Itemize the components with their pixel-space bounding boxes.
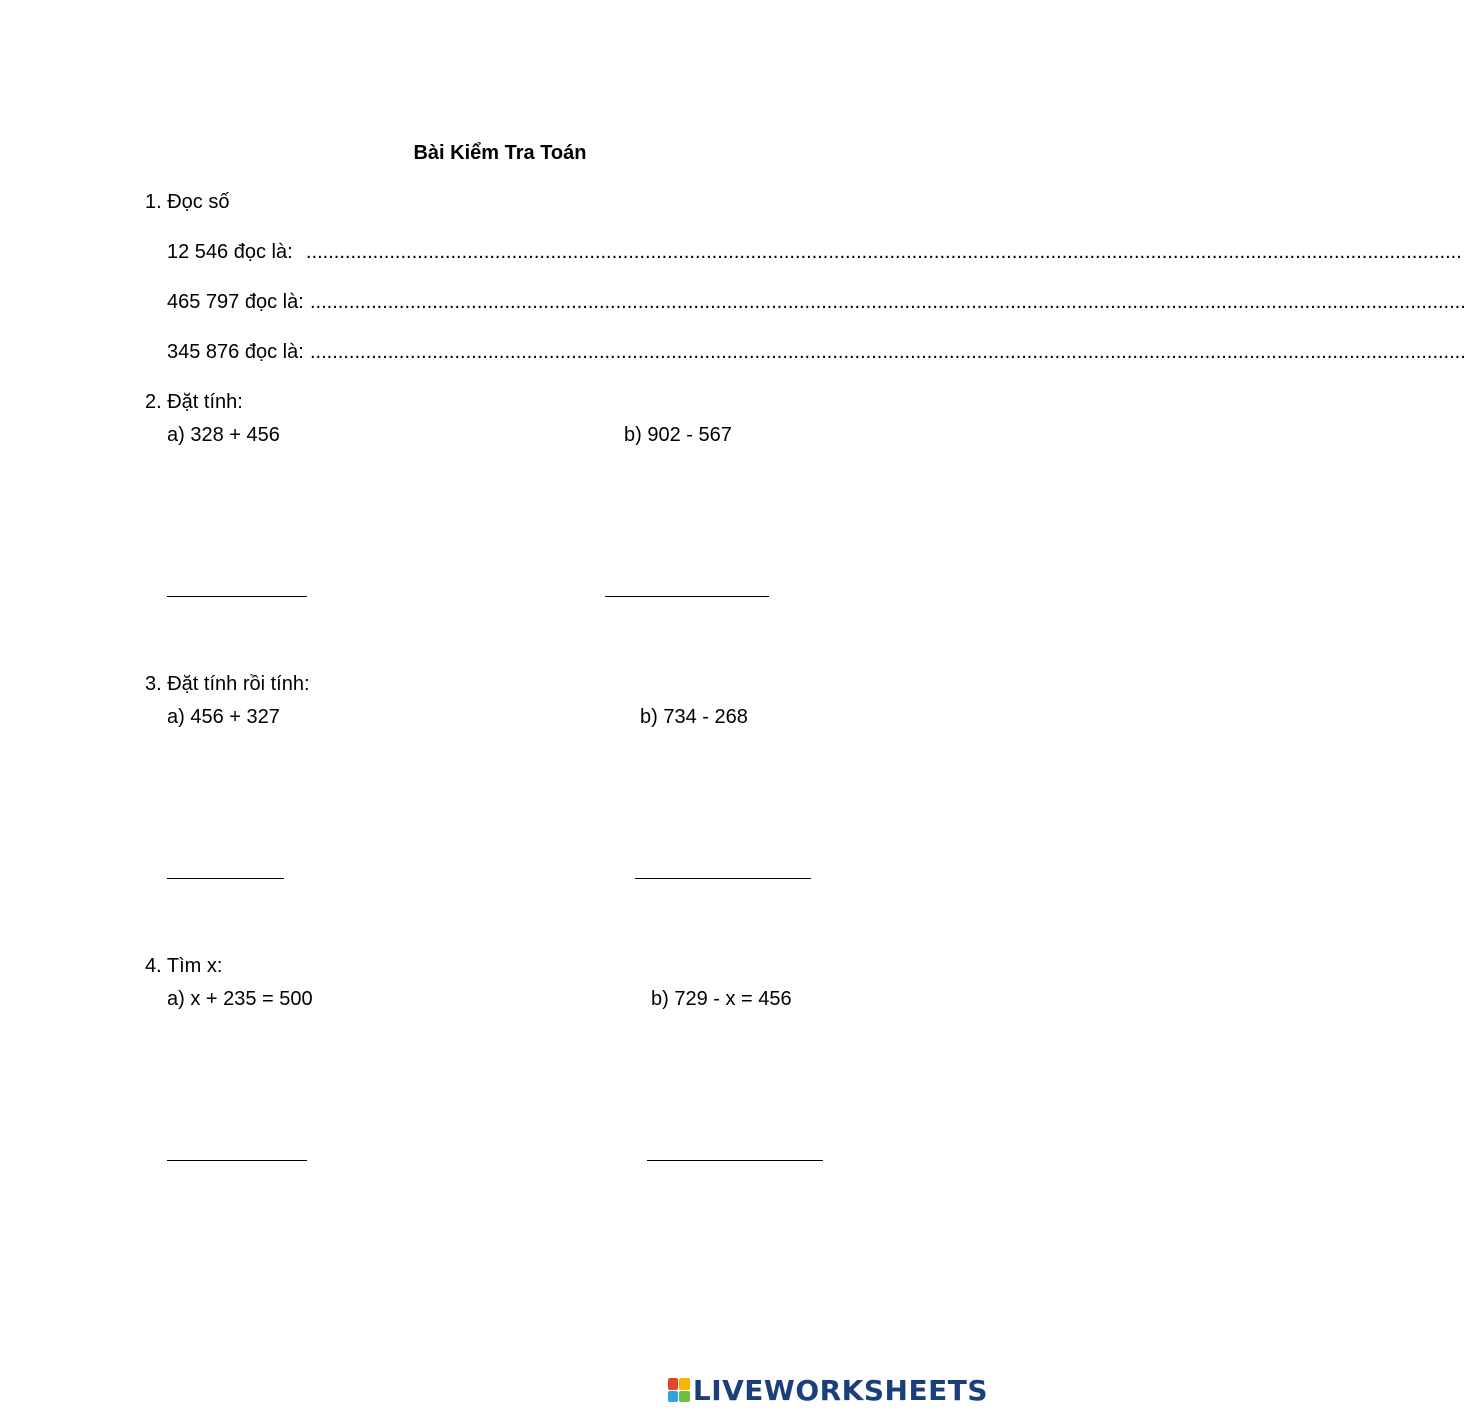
section-2-problem-b: b) 902 - 567 [624,424,732,446]
liveworksheets-logo [668,1375,988,1405]
section-3-answer-line-b[interactable] [635,878,811,879]
section-2-answer-line-b[interactable] [605,596,769,597]
reading-label-2: 465 797 đọc là: [167,291,304,313]
logo-square-4 [679,1391,690,1403]
section-3-problem-b: b) 734 - 268 [640,706,748,728]
section-4-problem-a: a) x + 235 = 500 [167,988,313,1010]
reading-label-3: 345 876 đọc là: [167,341,304,363]
answer-dots-3[interactable]: ................................................................................................................................................................................................................ [310,341,1466,363]
section-2-heading: 2. Đặt tính: [145,391,243,413]
section-2-problem-a: a) 328 + 456 [167,424,280,446]
page-title: Bài Kiểm Tra Toán [413,142,587,164]
section-3-problem-a: a) 456 + 327 [167,706,280,728]
logo-square-1 [668,1378,679,1390]
logo-square-3 [668,1391,679,1403]
section-4-problem-b: b) 729 - x = 456 [651,988,792,1010]
answer-dots-1[interactable]: ................................................................................................................................................................................................................ [306,241,1462,263]
answer-dots-2[interactable]: ................................................................................................................................................................................................................ [310,291,1466,313]
section-4-answer-line-a[interactable] [167,1160,307,1161]
section-3-heading: 3. Đặt tính rồi tính: [145,673,310,695]
logo-square-2 [679,1378,690,1390]
section-4-answer-line-b[interactable] [647,1160,823,1161]
logo-text: LIVEWORKSHEETS [692,1373,988,1407]
liveworksheets-logo-icon [668,1378,690,1402]
section-3-answer-line-a[interactable] [167,878,284,879]
section-4-heading: 4. Tìm x: [145,955,223,977]
reading-label-1: 12 546 đọc là: [167,241,293,263]
section-1-heading: 1. Đọc số [145,191,230,213]
section-2-answer-line-a[interactable] [167,596,307,597]
